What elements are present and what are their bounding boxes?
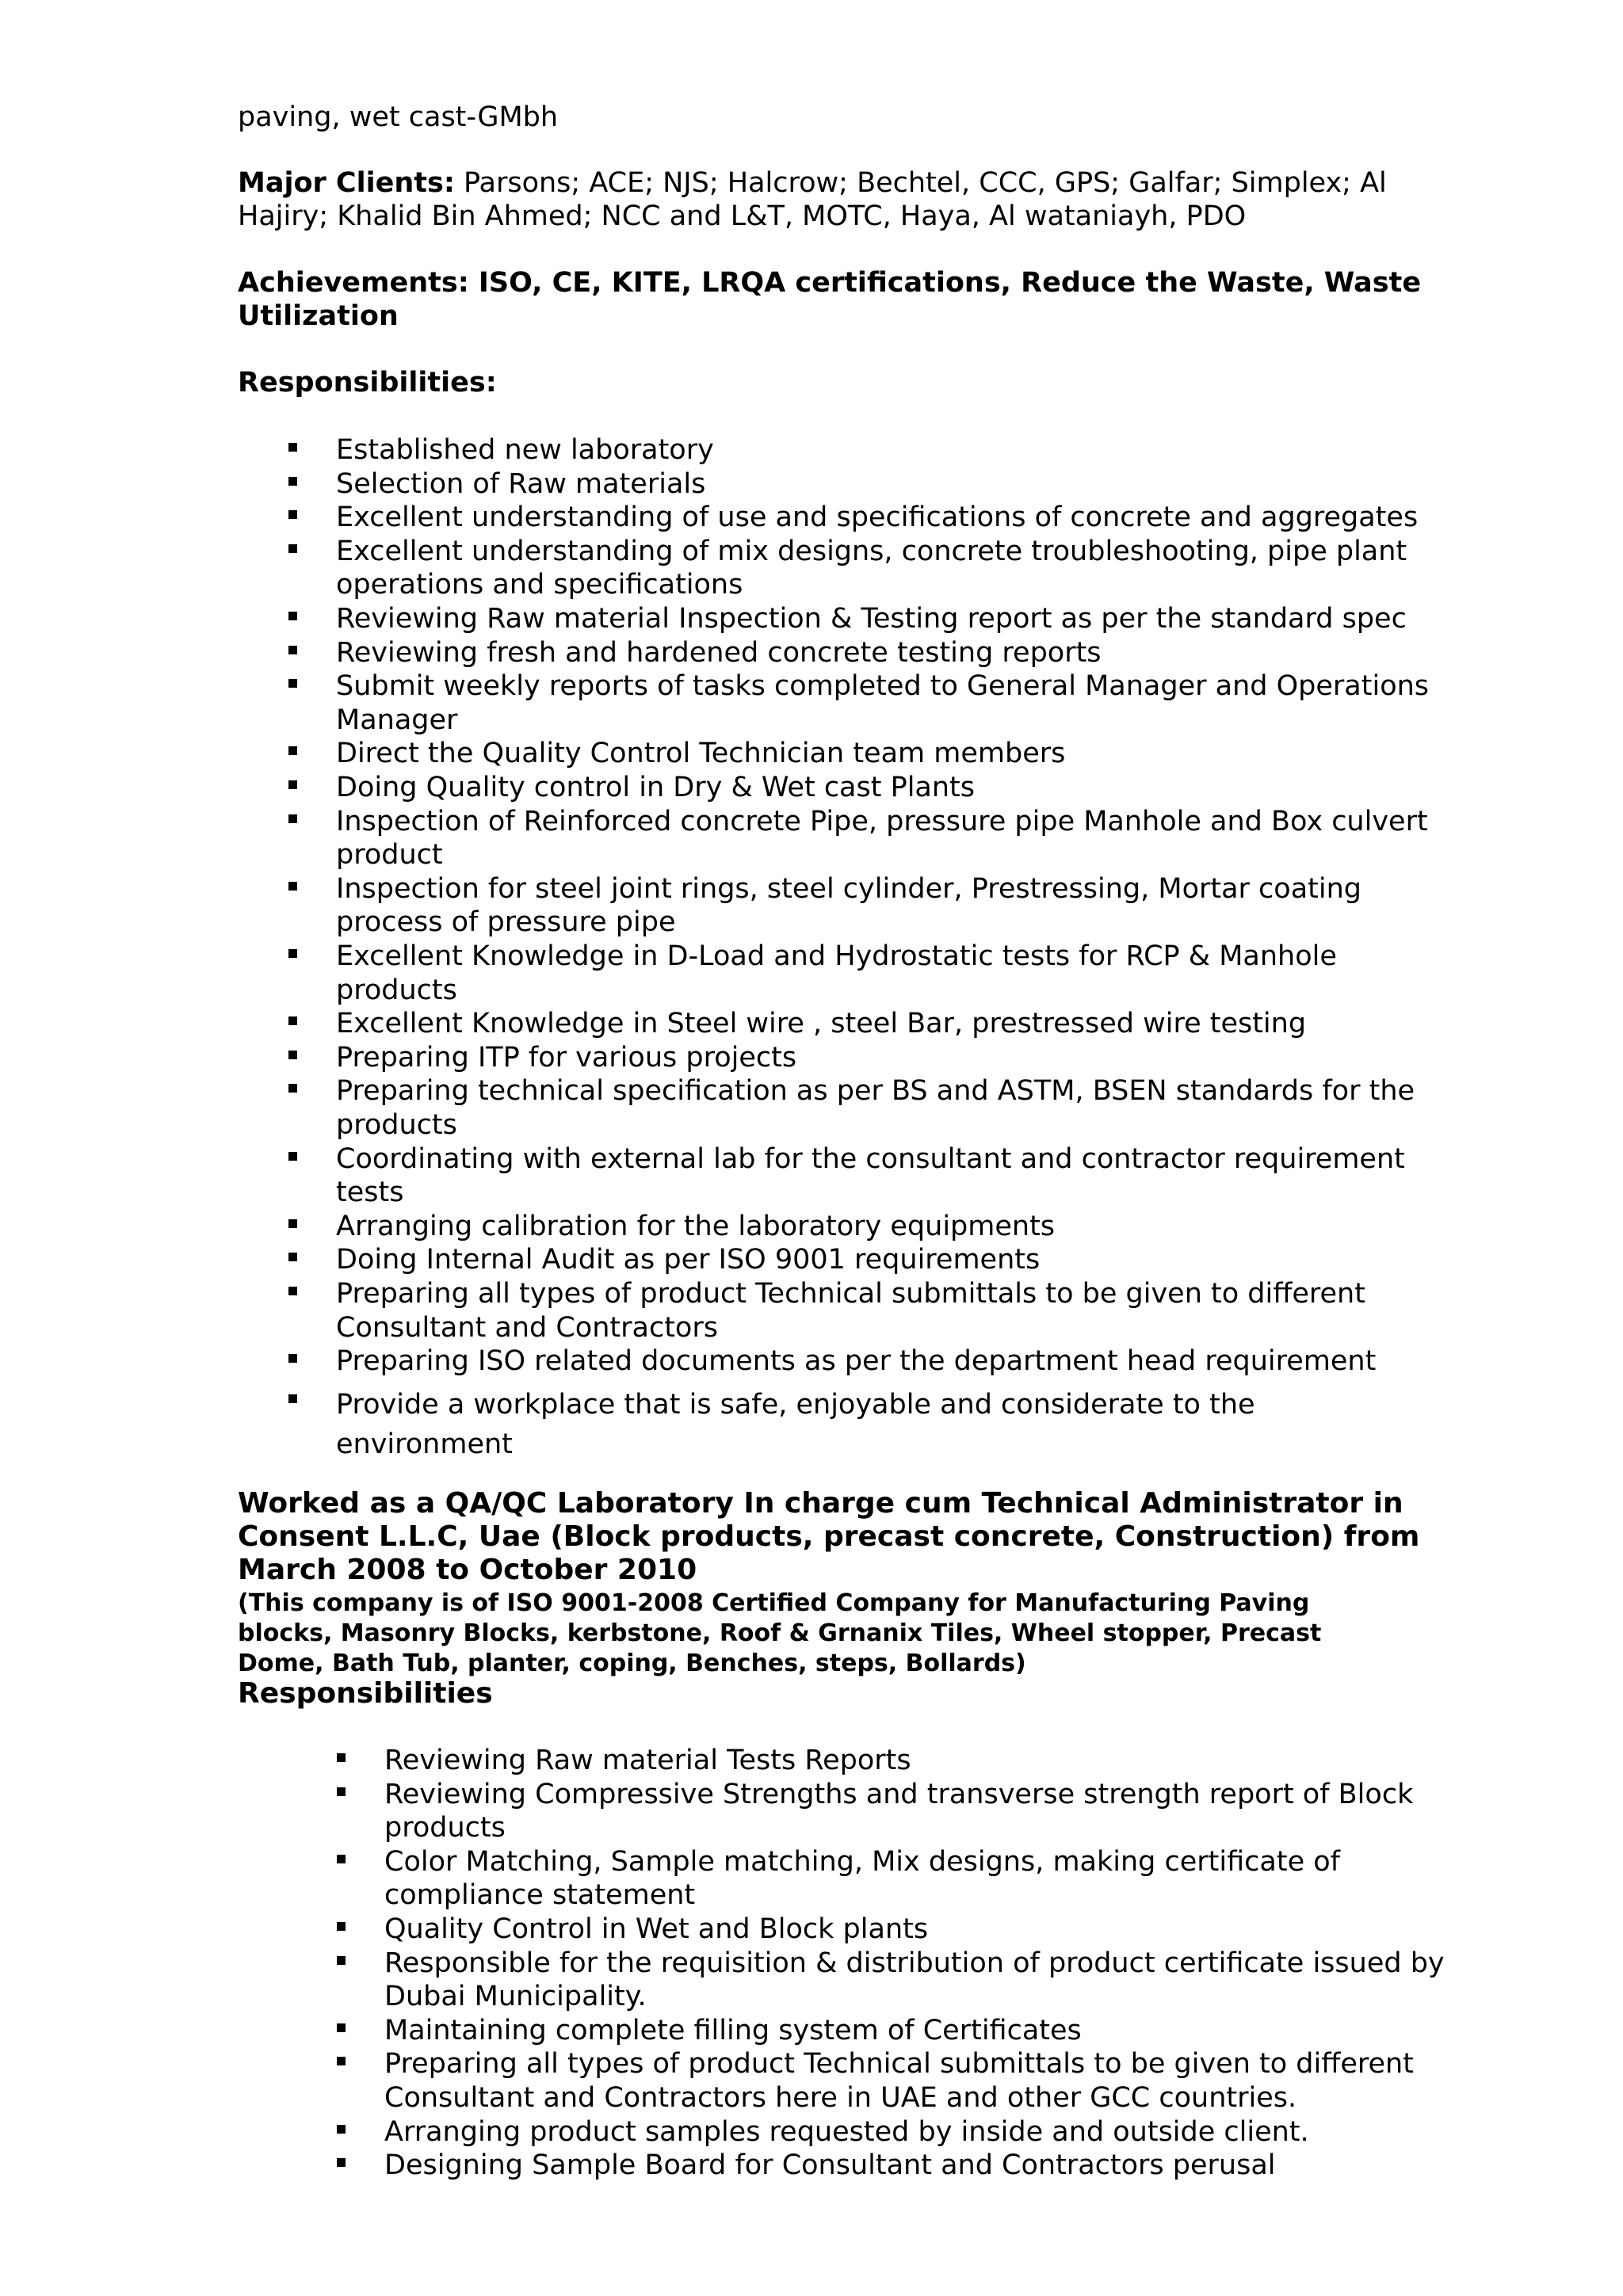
list-item-text: Established new laboratory xyxy=(336,434,714,466)
bullet-marker xyxy=(288,646,297,654)
bullet-marker xyxy=(288,1084,297,1093)
major-clients-line-1 xyxy=(238,166,1387,200)
bullet-marker xyxy=(288,510,297,519)
list-item-text: Arranging product samples requested by inside and outside client. xyxy=(384,2115,1309,2148)
list-item-text: Reviewing Raw material Inspection & Testing report as per the standard spec xyxy=(336,603,1407,635)
list-item-text: Excellent Knowledge in D-Load and Hydrostatic tests for RCP & Manhole products xyxy=(336,940,1337,1006)
list-item-text: Arranging calibration for the laboratory equipments xyxy=(336,1210,1056,1242)
bullet-marker xyxy=(337,2158,346,2167)
job2-note-line-2: blocks, Masonry Blocks, kerbstone, Roof & Grnanix Tiles, Wheel stopper, Precast xyxy=(238,1619,1322,1647)
list-item-text: Inspection for steel joint rings, steel cylinder, Prestressing, Mortar coating process of pressure pipe xyxy=(336,872,1362,939)
bullet-marker xyxy=(337,1787,346,1796)
list-item-text: Inspection of Reinforced concrete Pipe, pressure pipe Manhole and Box culvert product xyxy=(336,805,1428,871)
list-item-text: Responsible for the requisition & distribution of product certificate issued by Dubai Municipality. xyxy=(384,1947,1445,2013)
list-item-text: Preparing all types of product Technical submittals to be given to different Consultant and Contractors xyxy=(336,1278,1365,1344)
list-item-text: Submit weekly reports of tasks completed to General Manager and Operations Manager xyxy=(336,670,1430,736)
list-item-text: Provide a workplace that is safe, enjoyable and considerate to the environment xyxy=(336,1388,1255,1460)
list-item-text: Preparing technical specification as per BS and ASTM, BSEN standards for the products xyxy=(336,1075,1415,1141)
bullet-marker xyxy=(337,2057,346,2065)
bullet-marker xyxy=(288,1287,297,1295)
job2-title-line-3: March 2008 to October 2010 xyxy=(238,1554,697,1586)
list-item-text: Excellent understanding of mix designs, concrete troubleshooting, pipe plant operations and specifications xyxy=(336,535,1407,601)
bullet-marker xyxy=(288,1051,297,1059)
list-item-text: Coordinating with external lab for the consultant and contractor requirement tests xyxy=(336,1142,1405,1209)
bullet-marker xyxy=(288,1253,297,1261)
bullet-marker xyxy=(288,1016,297,1025)
job2-note-line-1: (This company is of ISO 9001-2008 Certified Company for Manufacturing Paving xyxy=(238,1589,1310,1617)
bullet-marker xyxy=(288,746,297,755)
list-item-text: Maintaining complete filling system of Certificates xyxy=(384,2014,1082,2046)
achievements-line-1: Achievements: ISO, CE, KITE, LRQA certifications, Reduce the Waste, Waste xyxy=(238,267,1422,299)
major-clients-label: Major Clients: xyxy=(238,167,455,199)
list-item-text: Preparing all types of product Technical submittals to be given to different Consultant and Contractors here in UAE and other GCC countries. xyxy=(384,2048,1414,2114)
list-item-text: Preparing ISO related documents as per the department head requirement xyxy=(336,1345,1377,1378)
list-item-text: Selection of Raw materials xyxy=(336,467,706,500)
bullet-marker xyxy=(288,949,297,958)
intro-line: paving, wet cast-GMbh xyxy=(238,101,559,133)
list-item-text: Preparing ITP for various projects xyxy=(336,1041,797,1074)
job2-note-line-3: Dome, Bath Tub, planter, coping, Benches, steps, Bollards) xyxy=(238,1650,1026,1677)
list-item-text: Direct the Quality Control Technician team members xyxy=(336,738,1066,770)
job2-title-line-1: Worked as a QA/QC Laboratory In charge cum Technical Administrator in xyxy=(238,1487,1403,1520)
achievements-line-2: Utilization xyxy=(238,300,399,332)
bullet-marker xyxy=(288,1394,297,1403)
bullet-marker xyxy=(288,814,297,823)
list-item-text: Doing Internal Audit as per ISO 9001 requirements xyxy=(336,1244,1041,1276)
job2-title-line-2: Consent L.L.C, Uae (Block products, precast concrete, Construction) from xyxy=(238,1520,1420,1553)
bullet-marker xyxy=(288,882,297,891)
list-item-text: Color Matching, Sample matching, Mix designs, making certificate of compliance statement xyxy=(384,1845,1340,1912)
bullet-marker xyxy=(288,1219,297,1228)
list-item-text: Doing Quality control in Dry & Wet cast Plants xyxy=(336,772,976,803)
list-item-text: Quality Control in Wet and Block plants xyxy=(384,1913,929,1945)
bullet-marker xyxy=(288,477,297,486)
bullet-marker xyxy=(337,2125,346,2134)
bullet-marker xyxy=(288,443,297,452)
bullet-marker xyxy=(288,612,297,620)
bullet-marker xyxy=(288,1354,297,1363)
list-item-text: Reviewing fresh and hardened concrete testing reports xyxy=(336,636,1102,669)
bullet-marker xyxy=(288,544,297,553)
bullet-marker xyxy=(288,780,297,789)
bullet-marker xyxy=(337,1855,346,1863)
major-clients-line-2: Hajiry; Khalid Bin Ahmed; NCC and L&T, MOTC, Haya, Al wataniayh, PDO xyxy=(238,200,1247,232)
responsibilities-heading-2: Responsibilities xyxy=(238,1677,493,1710)
bullet-marker xyxy=(337,1922,346,1931)
bullet-marker xyxy=(288,679,297,688)
major-clients-list-1: Parsons; ACE; NJS; Halcrow; Bechtel, CCC, GPS; Galfar; Simplex; Al xyxy=(454,167,1387,199)
list-item-text: Reviewing Raw material Tests Reports xyxy=(384,1745,911,1776)
responsibilities-heading-1: Responsibilities: xyxy=(238,367,497,399)
bullet-marker xyxy=(337,2023,346,2032)
bullet-marker xyxy=(337,1956,346,1965)
list-item-text: Designing Sample Board for Consultant and Contractors perusal xyxy=(384,2149,1276,2182)
bullet-marker xyxy=(337,1753,346,1762)
bullet-marker xyxy=(288,1152,297,1161)
list-item-text: Excellent understanding of use and specifications of concrete and aggregates xyxy=(336,502,1419,534)
list-item-text: Excellent Knowledge in Steel wire , steel Bar, prestressed wire testing xyxy=(336,1008,1307,1040)
list-item-text: Reviewing Compressive Strengths and transverse strength report of Block products xyxy=(384,1778,1414,1844)
